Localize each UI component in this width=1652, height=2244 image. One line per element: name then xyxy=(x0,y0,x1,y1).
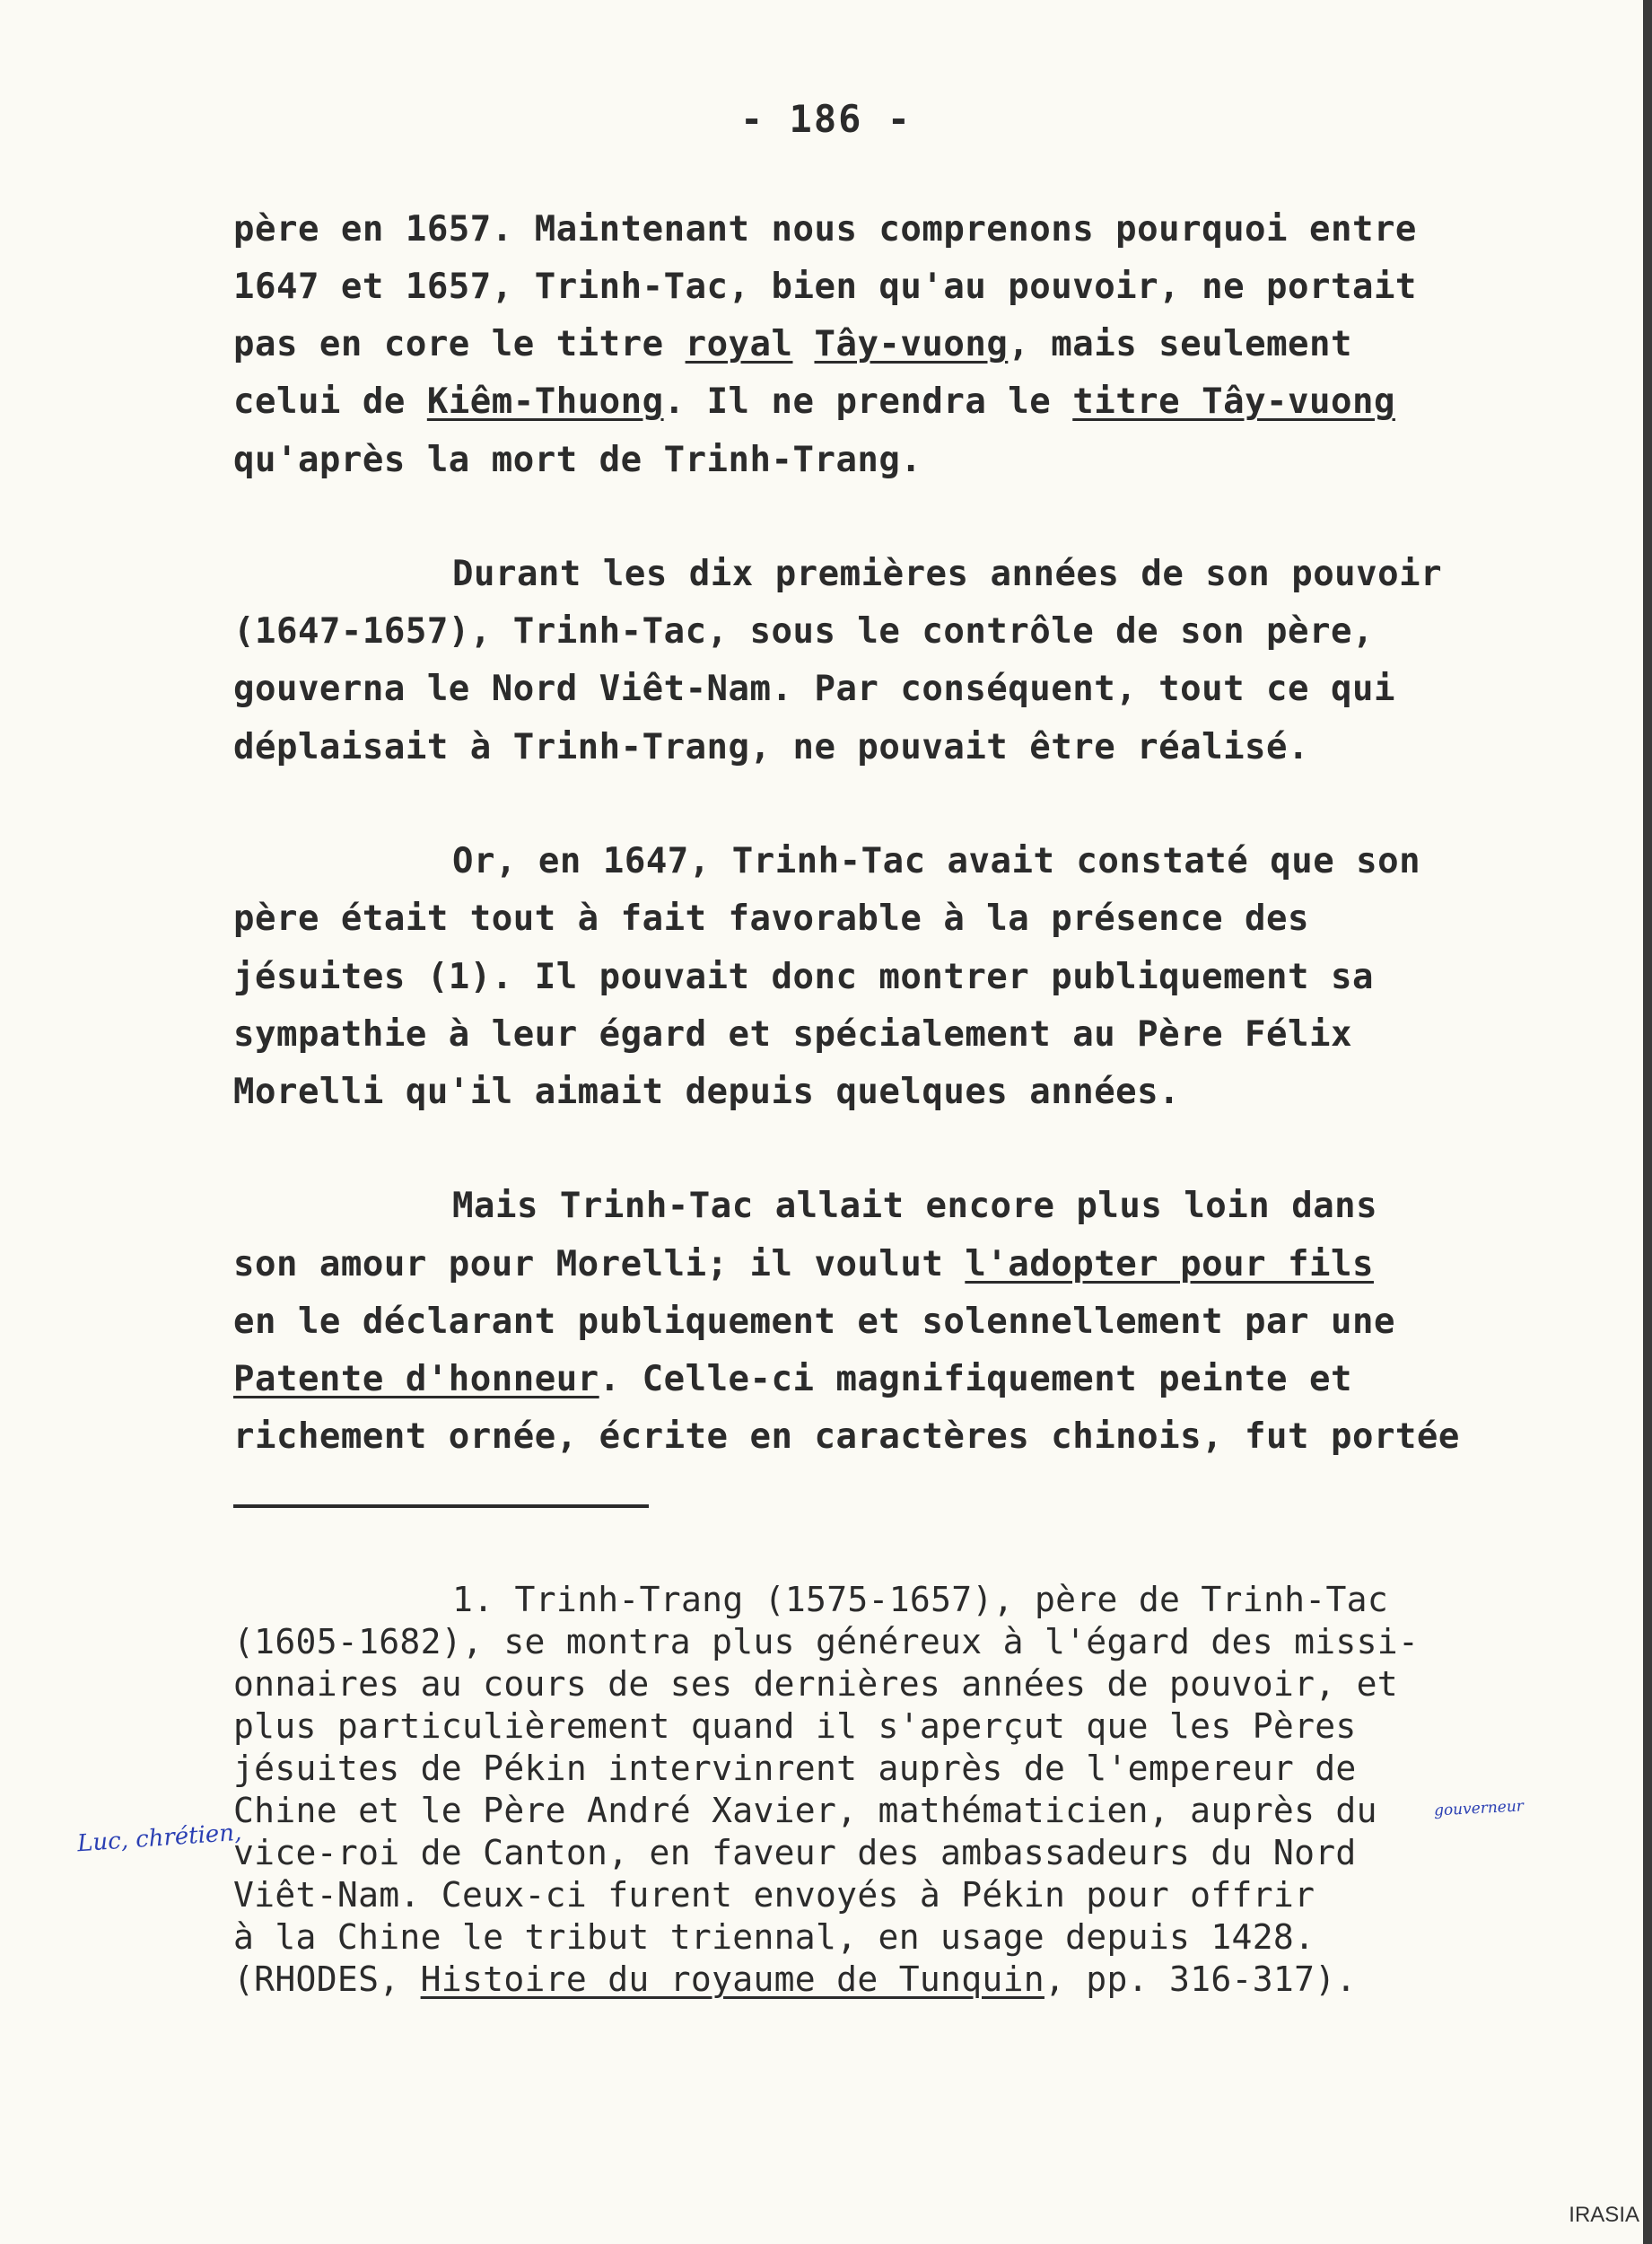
underlined-term: titre Tây-vuong xyxy=(1072,381,1395,422)
body-line: Morelli qu'il aimait depuis quelques années. xyxy=(233,1072,1181,1112)
page-edge xyxy=(1643,0,1652,2244)
body-line xyxy=(233,1244,1374,1284)
text-run xyxy=(793,324,815,364)
footnote-line: plus particulièrement quand il s'aperçut que les Pères xyxy=(233,1706,1357,1746)
handwritten-annotation-right: gouverneur xyxy=(1433,1797,1525,1820)
footnote-line: à la Chine le tribut triennal, en usage depuis 1428. xyxy=(233,1917,1315,1957)
underlined-term: Kiêm-Thuong xyxy=(426,381,664,422)
underlined-term: l'adopter pour fils xyxy=(965,1244,1374,1284)
page-number: - 186 - xyxy=(739,97,912,141)
body-line: en le déclarant publiquement et solennellement par une xyxy=(233,1302,1395,1342)
body-line: déplaisait à Trinh-Trang, ne pouvait être réalisé. xyxy=(233,727,1309,767)
text-run: , mais seulement xyxy=(1008,324,1352,364)
body-line: Durant les dix premières années de son pouvoir xyxy=(452,554,1443,594)
body-line: gouverna le Nord Viêt-Nam. Par conséquent, tout ce qui xyxy=(233,669,1395,709)
footnote-line: jésuites de Pékin intervinrent auprès de l'empereur de xyxy=(233,1749,1357,1788)
body-line: richement ornée, écrite en caractères chinois, fut portée xyxy=(233,1416,1460,1457)
body-line: Mais Trinh-Tac allait encore plus loin dans xyxy=(452,1186,1378,1226)
footnote-line: (1605-1682), se montra plus généreux à l'égard des missi- xyxy=(233,1622,1420,1661)
footnote-line: 1. Trinh-Trang (1575-1657), père de Trinh-Tac xyxy=(452,1580,1389,1619)
body-line: Or, en 1647, Trinh-Tac avait constaté que son xyxy=(452,841,1421,881)
body-line xyxy=(233,324,1352,364)
body-line xyxy=(233,381,1395,422)
body-line xyxy=(233,1359,1352,1399)
footnote-line: vice-roi de Canton, en faveur des ambassadeurs du Nord xyxy=(233,1833,1357,1872)
body-line: jésuites (1). Il pouvait donc montrer publiquement sa xyxy=(233,957,1374,997)
footnote-line: Viêt-Nam. Ceux-ci furent envoyés à Pékin pour offrir xyxy=(233,1875,1315,1915)
underlined-title: Histoire du royaume de Tunquin xyxy=(420,1959,1045,1999)
text-run: , pp. 316-317). xyxy=(1044,1959,1357,1999)
footnote-line xyxy=(233,1959,1357,1999)
body-line: qu'après la mort de Trinh-Trang. xyxy=(233,440,922,480)
footnote-line: onnaires au cours de ses dernières années de pouvoir, et xyxy=(233,1664,1398,1704)
text-run: celui de xyxy=(233,381,427,422)
body-line: (1647-1657), Trinh-Tac, sous le contrôle de son père, xyxy=(233,611,1374,652)
text-run: . Celle-ci magnifiquement peinte et xyxy=(599,1359,1352,1399)
body-line: sympathie à leur égard et spécialement au Père Félix xyxy=(233,1014,1352,1055)
underlined-term: royal xyxy=(685,324,793,364)
body-line: 1647 et 1657, Trinh-Tac, bien qu'au pouvoir, ne portait xyxy=(233,267,1417,307)
text-run: pas en core le titre xyxy=(233,324,686,364)
text-run: (RHODES, xyxy=(233,1959,421,1999)
footnote-line: Chine et le Père André Xavier, mathématicien, auprès du xyxy=(233,1791,1377,1830)
body-line: père en 1657. Maintenant nous comprenons pourquoi entre xyxy=(233,209,1417,250)
body-line: père était tout à fait favorable à la présence des xyxy=(233,898,1309,939)
text-run: son amour pour Morelli; il voulut xyxy=(233,1244,966,1284)
underlined-term: Patente d'honneur xyxy=(233,1359,599,1399)
footnote-separator xyxy=(233,1504,649,1508)
text-run: . Il ne prendra le xyxy=(663,381,1073,422)
underlined-term: Tây-vuong xyxy=(814,324,1009,364)
watermark: IRASIA xyxy=(1569,2203,1639,2227)
handwritten-annotation-left: Luc, chrétien, xyxy=(76,1819,243,1858)
